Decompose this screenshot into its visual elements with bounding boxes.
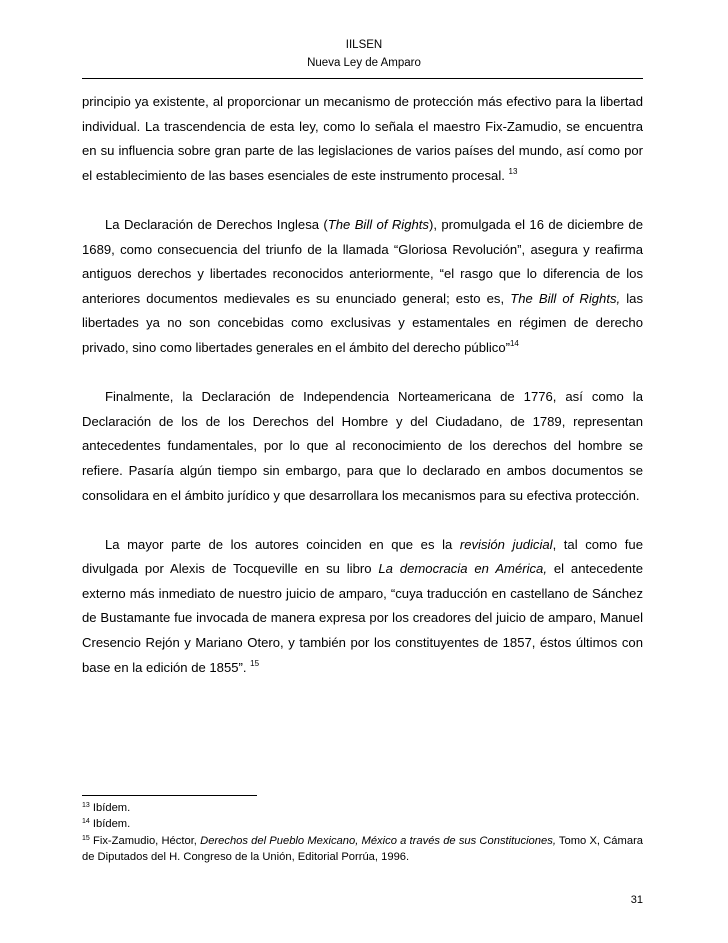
paragraph-3-text: Finalmente, la Declaración de Independencia Norteamericana de 1776, así como la Declaración de los de los Derechos del Hombre y del Ciudadano, de 1789, representan antecedentes fundamentales, por lo que al reconocimiento de los derechos del hombre se refiere. Pasaría algún tiempo sin embargo, para que lo declarado en ambos documentos se consolidara en el ámbito jurídico y que desarrollara los mecanismos para su efectiva protección. bbox=[82, 389, 643, 503]
paragraph-1 bbox=[82, 90, 643, 188]
paragraph-4 bbox=[82, 533, 643, 681]
footnote-separator bbox=[82, 795, 257, 796]
paragraph-2-italic-b: The Bill of Rights, bbox=[510, 290, 621, 306]
footnote-15-italic: Derechos del Pueblo Mexicano, México a través de sus Constituciones, bbox=[200, 834, 556, 847]
paragraph-4-text-a: La mayor parte de los autores coinciden en que es la bbox=[105, 536, 460, 552]
paragraph-4-text-b: , tal como fue divulgada por Alexis de Tocqueville en su libro bbox=[82, 536, 643, 577]
paragraph-2-italic-a: The Bill of Rights bbox=[327, 216, 429, 232]
paragraph-4-text-c: el antecedente externo más inmediato de nuestro juicio de amparo, “cuya traducción en castellano de Sánchez de Bustamante fue invocada de manera expresa por los creadores del juicio de amparo, Manuel Cresencio Rejón y Mariano Otero, y también por los constituyentes de 1857, éstos últimos con base en la edición de 1855”. bbox=[82, 561, 643, 675]
footnote-15-text-a: Fix-Zamudio, Héctor, bbox=[93, 834, 201, 847]
footnote-14-text: Ibídem. bbox=[92, 818, 131, 831]
paragraph-1-text: principio ya existente, al proporcionar un mecanismo de protección más efectivo para la libertad individual. La trascendencia de esta ley, como lo señala el maestro Fix-Zamudio, se encuentra en su influencia sobre gran parte de las legislaciones de varios países del mundo, así como por el establecimiento de las bases esenciales de este instrumento procesal. bbox=[82, 94, 643, 183]
page-number: 31 bbox=[630, 894, 643, 906]
paragraph-4-italic-a: revisión judicial bbox=[459, 536, 553, 552]
paragraph-4-italic-b: La democracia en América, bbox=[378, 561, 547, 577]
running-header-title: IILSEN bbox=[345, 39, 383, 51]
footnote-14 bbox=[82, 816, 643, 832]
footnote-ref-15[interactable]: 15 bbox=[250, 658, 260, 668]
paragraph-2-text-c: las libertades ya no son concebidas como exclusivas y estamentales en régimen de derecho privado, sino como libertades generales en el ámbito del derecho público” bbox=[82, 290, 643, 355]
paragraph-2 bbox=[82, 213, 643, 361]
footnote-13 bbox=[82, 800, 643, 816]
footnotes bbox=[82, 800, 643, 866]
footnote-15-number: 15 bbox=[82, 834, 90, 842]
footnote-14-number: 14 bbox=[82, 818, 90, 826]
paragraph-3 bbox=[82, 385, 643, 508]
paragraph-2-text-a: La Declaración de Derechos Inglesa ( bbox=[105, 216, 328, 232]
footnote-15-text-b: Tomo X, Cámara de Diputados del H. Congreso de la Unión, Editorial Porrúa, 1996. bbox=[82, 834, 644, 864]
footnote-ref-14[interactable]: 14 bbox=[509, 338, 519, 348]
paragraph-2-text-b: ), promulgada el 16 de diciembre de 1689, como consecuencia del triunfo de la llamada “Gloriosa Revolución”, asegura y reafirma antiguos derechos y libertades reconocidos anteriormente, “el rasgo que lo diferencia de los anteriores documentos medievales es su enunciado general; esto es, bbox=[82, 216, 643, 306]
footnote-15 bbox=[82, 833, 643, 866]
footnote-13-number: 13 bbox=[82, 802, 90, 809]
running-header-subtitle: Nueva Ley de Amparo bbox=[307, 57, 421, 69]
footnote-ref-13[interactable]: 13 bbox=[508, 166, 518, 176]
footnote-13-text: Ibídem. bbox=[92, 802, 131, 814]
header-rule bbox=[82, 78, 643, 79]
page-body bbox=[82, 90, 643, 680]
